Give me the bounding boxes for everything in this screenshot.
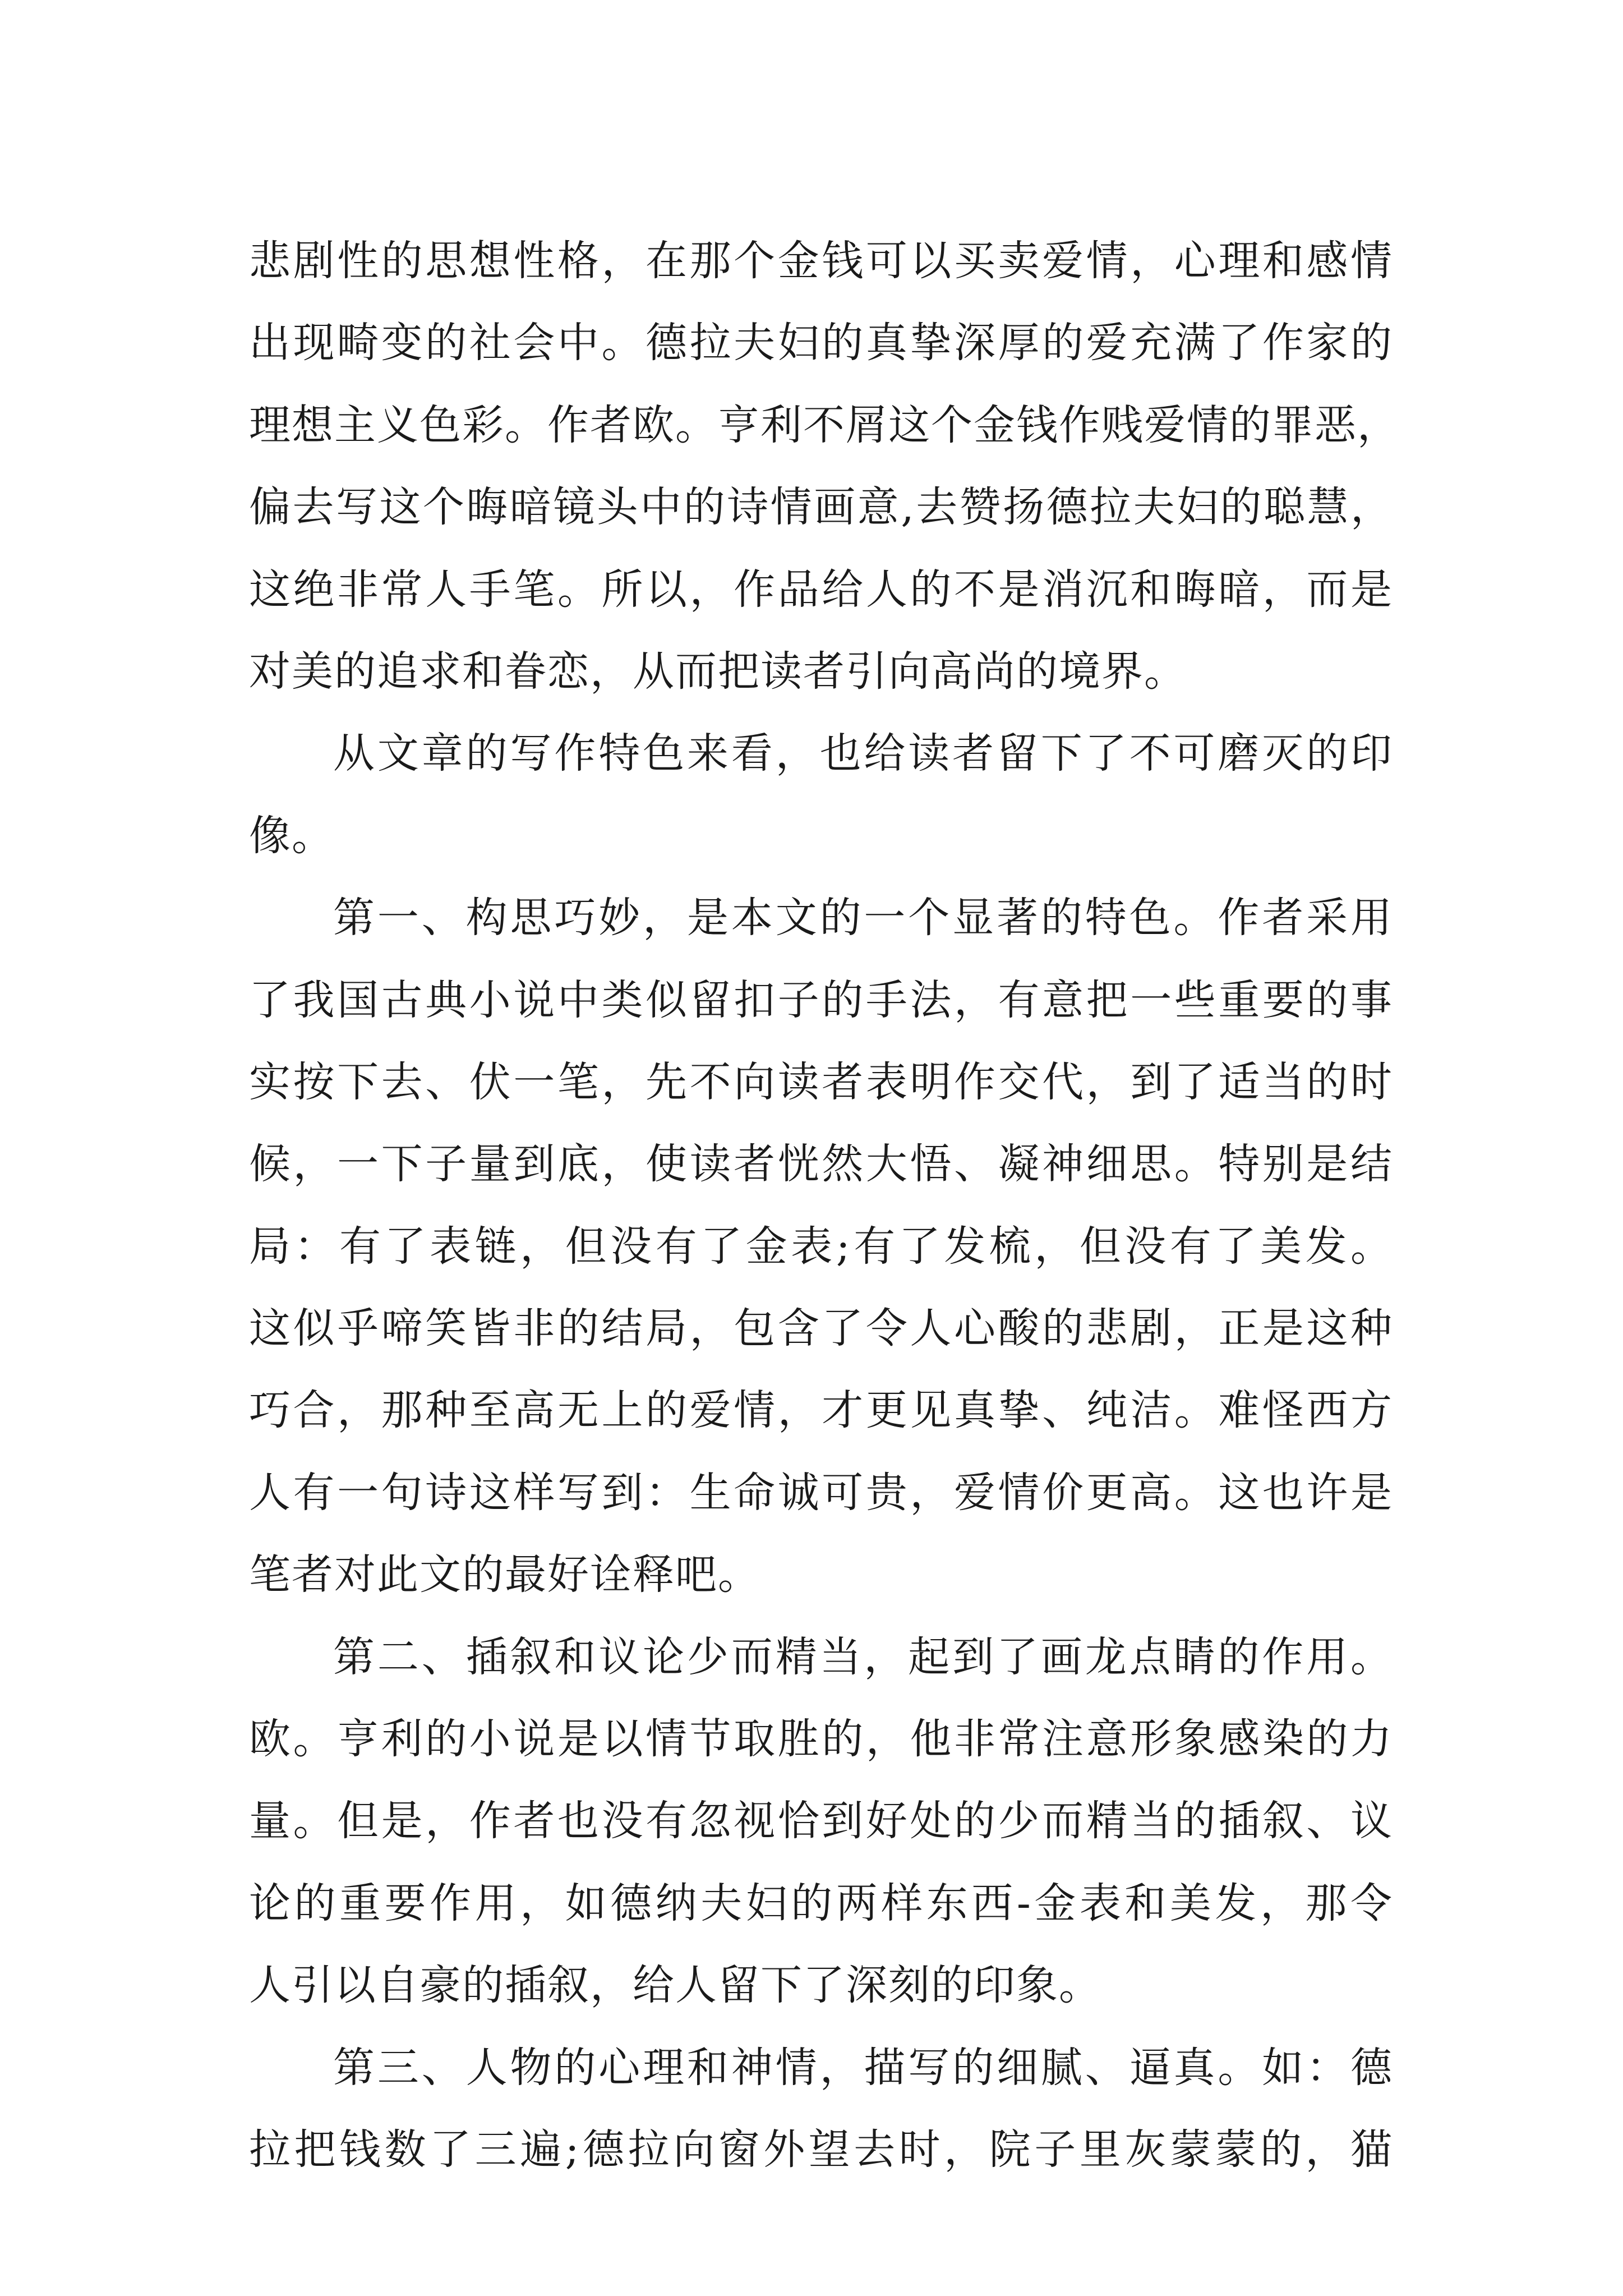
text-line: 人有一句诗这样写到：生命诚可贵，爱情价更高。这也许是 — [249, 1468, 1393, 1517]
text-line: 理想主义色彩。作者欧。亨利不屑这个金钱作贱爱情的罪恶， — [249, 401, 1400, 449]
text-line: 欧。亨利的小说是以情节取胜的，他非常注意形象感染的力 — [249, 1715, 1393, 1764]
text-line: 这似乎啼笑皆非的结局，包含了令人心酸的悲剧，正是这种 — [249, 1304, 1393, 1353]
text-line: 这绝非常人手笔。所以，作品给人的不是消沉和晦暗，而是 — [249, 565, 1393, 614]
text-line: 巧合，那种至高无上的爱情，才更见真挚、纯洁。难怪西方 — [249, 1386, 1393, 1435]
paragraph-first-line: 第三、人物的心理和神情，描写的细腻、逼真。如：德 — [333, 2043, 1393, 2092]
paragraph-first-line: 第一、构思巧妙，是本文的一个显著的特色。作者采用 — [333, 894, 1393, 942]
text-line: 对美的追求和眷恋，从而把读者引向高尚的境界。 — [249, 647, 1187, 696]
paragraph-first-line: 第二、插叙和议论少而精当，起到了画龙点睛的作用。 — [333, 1632, 1393, 1681]
text-line: 偏去写这个晦暗镜头中的诗情画意,去赞扬德拉夫妇的聪慧， — [249, 483, 1393, 532]
text-line: 笔者对此文的最好诠释吧。 — [249, 1550, 760, 1599]
text-line: 局：有了表链，但没有了金表;有了发梳，但没有了美发。 — [249, 1222, 1393, 1271]
text-line: 拉把钱数了三遍;德拉向窗外望去时，院子里灰蒙蒙的，猫 — [249, 2125, 1393, 2174]
body-text — [249, 220, 1400, 2191]
text-line: 论的重要作用，如德纳夫妇的两样东西-金表和美发，那令 — [249, 1879, 1393, 1927]
paragraph-first-line: 从文章的写作特色来看，也给读者留下了不可磨灭的印 — [333, 729, 1393, 778]
text-line: 量。但是，作者也没有忽视恰到好处的少而精当的插叙、议 — [249, 1797, 1393, 1846]
text-line: 实按下去、伏一笔，先不向读者表明作交代，到了适当的时 — [249, 1057, 1393, 1106]
text-line: 人引以自豪的插叙，给人留下了深刻的印象。 — [249, 1961, 1101, 2010]
text-line: 悲剧性的思想性格，在那个金钱可以买卖爱情，心理和感情 — [249, 237, 1393, 285]
text-line: 像。 — [249, 811, 334, 860]
text-line: 候，一下子量到底，使读者恍然大悟、凝神细思。特别是结 — [249, 1140, 1393, 1189]
text-line: 了我国古典小说中类似留扣子的手法，有意把一些重要的事 — [249, 976, 1393, 1024]
text-line: 出现畸变的社会中。德拉夫妇的真挚深厚的爱充满了作家的 — [249, 319, 1393, 367]
